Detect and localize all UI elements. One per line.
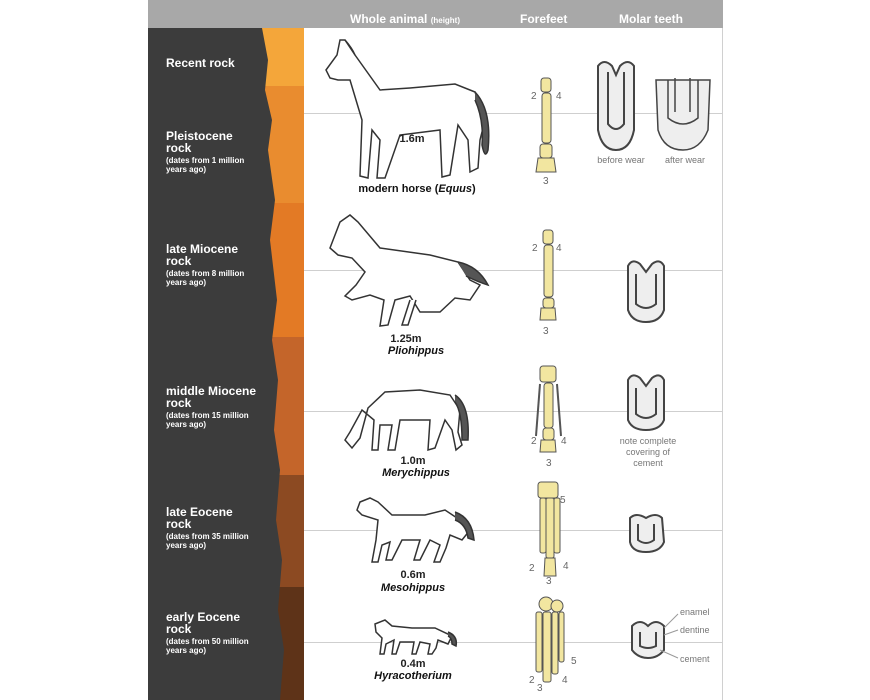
stratum-label-recent: Recent rock [166,56,235,70]
name-equus: modern horse (Equus) [358,183,476,195]
forefoot-merychippus [536,366,561,452]
caption-after-wear: after wear [664,155,706,165]
caption-cement-note: note complete covering of cement [619,436,677,468]
digit-4-hyracotherium: 4 [562,675,568,686]
digit-2-pliohippus: 2 [532,243,538,254]
digit-3-pliohippus: 3 [543,326,549,337]
digit-3-mesohippus: 3 [546,576,552,587]
stratum-label-late-eocene: late Eocene rock (dates from 35 million years ago) [166,505,249,550]
name-mesohippus: Mesohippus [380,582,446,594]
name-pliohippus: Pliohippus [387,345,445,357]
height-hyracotherium: 0.4m [400,658,426,670]
equus-illustration [326,40,489,178]
stratum-label-pleistocene: Pleistocene rock (dates from 1 million years ago) [166,129,245,174]
forefoot-hyracotherium [536,597,564,682]
height-equus: 1.6m [399,133,425,145]
label-dentine: dentine [680,625,710,635]
label-cement: cement [680,654,710,664]
stratum-label-middle-miocene: middle Miocene rock (dates from 15 million years ago) [166,384,257,429]
digit-2-merychippus: 2 [531,436,537,447]
molar-merychippus [628,375,664,430]
molar-hyracotherium [632,622,664,658]
height-mesohippus: 0.6m [400,569,426,581]
digit-4-equus: 4 [556,91,562,102]
name-merychippus: Merychippus [382,467,450,479]
forefoot-pliohippus [540,230,556,320]
molar-before-wear [598,62,634,150]
name-hyracotherium: Hyracotherium [374,670,452,682]
digit-2-mesohippus: 2 [529,563,535,574]
digit-4-pliohippus: 4 [556,243,562,254]
stratum-label-early-eocene: early Eocene rock (dates from 50 million years ago) [166,610,249,655]
forefoot-mesohippus [538,482,560,576]
molar-mesohippus [630,515,664,552]
enamel-pointer [664,614,678,628]
height-pliohippus: 1.25m [390,333,422,345]
header-molar-teeth: Molar teeth [619,12,684,26]
header-whole-animal: Whole animal (height) [350,12,461,26]
height-merychippus: 1.0m [400,455,426,467]
cement-pointer [660,650,678,658]
digit-4-merychippus: 4 [561,436,567,447]
molar-pliohippus [628,261,664,322]
dentine-pointer [664,630,678,635]
digit-5-mesohippus: 5 [560,495,566,506]
digit-4-mesohippus: 4 [563,561,569,572]
digit-5-hyracotherium: 5 [571,656,577,667]
stratum-label-late-miocene: late Miocene rock (dates from 8 million years ago) [166,242,245,287]
forefoot-equus [536,78,556,172]
digit-3-merychippus: 3 [546,458,552,469]
digit-3-equus: 3 [543,176,549,187]
digit-2-equus: 2 [531,91,537,102]
mesohippus-illustration [357,498,474,562]
digit-2-hyracotherium: 2 [529,675,535,686]
hyracotherium-illustration [375,620,456,654]
label-enamel: enamel [680,607,710,617]
pliohippus-illustration [330,215,488,326]
digit-3-hyracotherium: 3 [537,683,543,694]
caption-before-wear: before wear [597,155,645,165]
molar-after-wear [656,78,710,150]
merychippus-illustration [345,390,468,450]
header-forefeet: Forefeet [520,12,568,26]
